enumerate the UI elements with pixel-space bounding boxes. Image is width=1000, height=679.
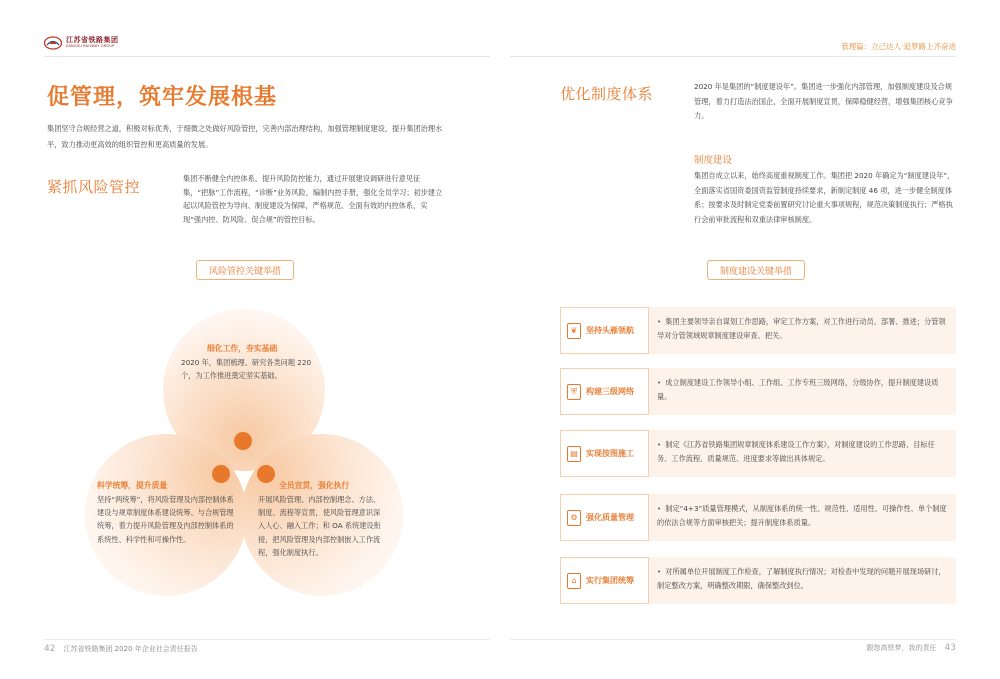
system-section-title: 优化制度体系 [560, 85, 654, 103]
circle-right-body: 开展风险管理、内部控制理念、方法、制度、流程等宣贯，使风险管理意识深入人心、融入工作；和 OA 系统建设衔接，把风险管理及内部控制嵌入工作流程，强化制度执行。 [258, 495, 381, 557]
measure-text: • 制定《江苏省铁路集团规章制度体系建设工作方案》，对制度建设的工作思路、目标任务、工作流程、质量规范、进度要求等做出具体规定。 [657, 438, 947, 466]
footer-slogan: 跟您高铁梦，我的责任 [866, 644, 937, 652]
circle-left-body: 坚持“两统筹”，将风险管理及内部控制体系建设与规章制度体系建设统筹、与合规管理统筹，着力提升风险管理及内部控制体系的系统性、科学性和可操作性。 [97, 495, 234, 544]
measure-text: • 对所属单位开展制度工作检查，了解制度执行情况；对检查中发现的问题开展现场研讨，制定整改方案，明确整改期限，确保整改到位。 [657, 565, 947, 593]
logo-en-text: JIANGSU RAILWAY GROUP [66, 44, 115, 49]
measure-label-box [560, 494, 649, 541]
footer-divider-right [510, 639, 956, 640]
institution-body: 集团自成立以来，始终高度重视制度工作。集团把 2020 年确定为“制度建设年”，全面落实省国资委国资监管制度持续要求，新制定制度 46 项，进一步健全制度体系；按要求及时制定党委前置研究讨论重大事项规程，规范决策制度执行；严格执行会前审批流程和双重法律审核制度。 [694, 171, 955, 224]
measure-label-box [560, 557, 649, 604]
measure-row [560, 368, 956, 415]
logo-icon [44, 36, 62, 50]
circle-left-title: 科学统筹，提升质量 [97, 481, 168, 490]
measure-label: 强化质量管理 [586, 513, 634, 522]
system-section-body: 2020 年是集团的“制度建设年”。集团进一步强化内部管理，加强制度建设及合规管理，着力打造法治国企，全面开展制度宣贯，保障稳健经营，增强集团核心竞争力。 [694, 82, 953, 120]
risk-section-body: 集团不断健全内控体系，提升风险防控能力，通过开展建设调研进行意见征集，“把脉”工作流程，“诊断”业务风险，编制内控手册，强化全员学习；初步建立起以风险管控为导向、制度建设为保障，严格规范、全面有效的内控体系，实现“强内控、防风险、促合规”的管控目标。 [183, 174, 443, 224]
risk-measures-label: 风险管控关键举措 [196, 260, 294, 280]
measure-row [560, 494, 956, 541]
measure-label-box [560, 368, 649, 415]
measure-label-box [560, 430, 649, 477]
measure-label: 实行集团统筹 [586, 576, 634, 585]
measure-label: 坚持头雁领航 [586, 326, 634, 335]
measure-label: 实现按图施工 [586, 449, 634, 458]
page-number-left: 42 [44, 644, 56, 654]
measure-row [560, 557, 956, 604]
header-divider-right [510, 56, 956, 57]
measure-text: • 集团主要领导亲自谋划工作思路，审定工作方案，对工作进行动员、部署、推进；分管领导对分管领域规章制度建设审查、把关。 [657, 315, 947, 343]
measure-row [560, 307, 956, 354]
system-measures-label: 制度建设关键举措 [707, 260, 805, 280]
leaf-icon: ❦ [567, 323, 581, 339]
logo-cn-text: 江苏省铁路集团 [66, 36, 119, 45]
measure-label: 构建三级网络 [586, 387, 634, 396]
footer-left [44, 644, 198, 654]
footer-right [867, 643, 956, 653]
venn-dot-right [257, 465, 275, 483]
header-section-tag: 管理篇：立己达人·追梦路上齐奋进 [841, 42, 956, 51]
building-icon: ⌂ [567, 573, 581, 589]
shield-icon: ⛨ [567, 384, 581, 400]
measure-text: • 制定“4+3”质量管理模式，从制度体系的统一性、规范性、适用性、可操作性、单个制度的依法合规等方面审核把关；提升制度体系质量。 [657, 502, 947, 530]
intro-paragraph: 集团坚守合规经营之道，积极对标优秀，于细微之处做好风险管控，完善内部治理结构，加强管理制度建设，提升集团治理水平，致力推动更高效的组织管控和更高质量的发展。 [47, 124, 443, 149]
venn-dot-top [234, 432, 252, 450]
header-divider-left [44, 56, 490, 57]
measure-row [560, 430, 956, 477]
venn-dot-left [212, 465, 230, 483]
document-icon: ▤ [567, 446, 581, 462]
page-title: 促管理，筑牢发展根基 [47, 85, 278, 110]
circle-right-title: 全员宣贯，强化执行 [279, 481, 350, 490]
risk-section-title: 紧抓风险管控 [47, 178, 141, 196]
page-number-right: 43 [944, 643, 956, 653]
logo [44, 36, 119, 50]
institution-subtitle: 制度建设 [694, 155, 733, 166]
circle-top-body: 2020 年，集团梳理、研究各类问题 220 个，为工作推进奠定坚实基础。 [181, 358, 312, 381]
gear-icon: ⚙ [567, 510, 581, 526]
measure-text: • 成立制度建设工作领导小组、工作组、工作专班三级网络，分级协作，提升制度建设质量。 [657, 376, 947, 404]
footer-divider-left [44, 639, 490, 640]
circle-top-title: 细化工作，夯实基础 [207, 344, 278, 353]
footer-report-title: 江苏省铁路集团 2020 年企业社会责任报告 [63, 645, 198, 653]
measure-label-box [560, 307, 649, 354]
